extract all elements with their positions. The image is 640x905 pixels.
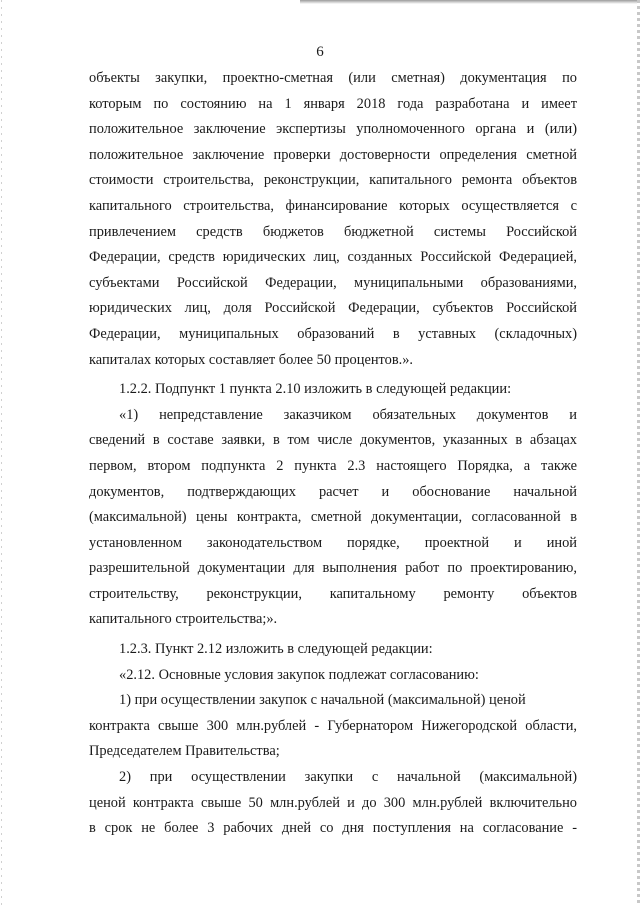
text-line: капитального строительства, финансирование которых осуществляется с (89, 197, 577, 214)
text-line: юридических лиц, доля Российской Федерации, субъектов Российской (89, 300, 577, 317)
text-line: «1) непредставление заказчиком обязательных документов и (119, 406, 577, 423)
text-line: привлечением средств бюджетов бюджетной системы Российской (89, 223, 577, 240)
text-line: положительное заключение экспертизы уполномоченного органа и (или) (89, 121, 577, 138)
text-line: Председателем Правительства; (89, 743, 280, 760)
text-line: контракта свыше 300 млн.рублей - Губернатором Нижегородской области, (89, 717, 577, 734)
text-line: 1) при осуществлении закупок с начальной (максимальной) ценой (119, 692, 526, 709)
text-line: 1.2.3. Пункт 2.12 изложить в следующей редакции: (119, 641, 433, 658)
page-number: 6 (316, 44, 324, 60)
text-line: документов, подтверждающих расчет и обоснование начальной (89, 483, 577, 500)
text-line: субъектами Российской Федерации, муниципальными образованиями, (89, 274, 577, 291)
text-line: разрешительной документации для выполнения работ по проектированию, (89, 560, 577, 577)
text-line: капиталах которых составляет более 50 процентов.». (89, 351, 414, 368)
text-line: 2) при осуществлении закупки с начальной (максимальной) (119, 769, 577, 786)
scan-shadow-top (300, 0, 640, 4)
text-line: первом, втором подпункта 2 пункта 2.3 настоящего Порядка, а также (89, 457, 577, 474)
text-line: установленном законодательством порядке, проектной и иной (89, 534, 577, 551)
text-line: положительное заключение проверки достоверности определения сметной (89, 146, 577, 163)
text-line: стоимости строительства, реконструкции, капитального ремонта объектов (89, 172, 577, 189)
document-body (89, 66, 577, 842)
text-line: Федерации, муниципальных образований в уставных (складочных) (89, 325, 577, 342)
text-line: 1.2.2. Подпункт 1 пункта 2.10 изложить в следующей редакции: (119, 381, 512, 398)
text-line: которым по состоянию на 1 января 2018 года разработана и имеет (89, 95, 577, 112)
text-line: Федерации, средств юридических лиц, созданных Российской Федерацией, (89, 249, 577, 266)
text-line: сведений в составе заявки, в том числе документов, указанных в абзацах (89, 432, 577, 449)
scan-edge-left (1, 0, 2, 905)
text-line: «2.12. Основные условия закупок подлежат согласованию: (119, 666, 479, 683)
text-line: строительству, реконструкции, капитальному ремонту объектов (89, 585, 577, 602)
text-line: объекты закупки, проектно-сметная (или сметная) документация по (89, 70, 577, 86)
text-line: в срок не более 3 рабочих дней со дня поступления на согласование - (89, 820, 577, 837)
text-line: капитального строительства;». (89, 611, 278, 628)
text-line: (максимальной) цены контракта, сметной документации, согласованной в (89, 509, 577, 526)
text-line: ценой контракта свыше 50 млн.рублей и до 300 млн.рублей включительно (89, 794, 577, 811)
